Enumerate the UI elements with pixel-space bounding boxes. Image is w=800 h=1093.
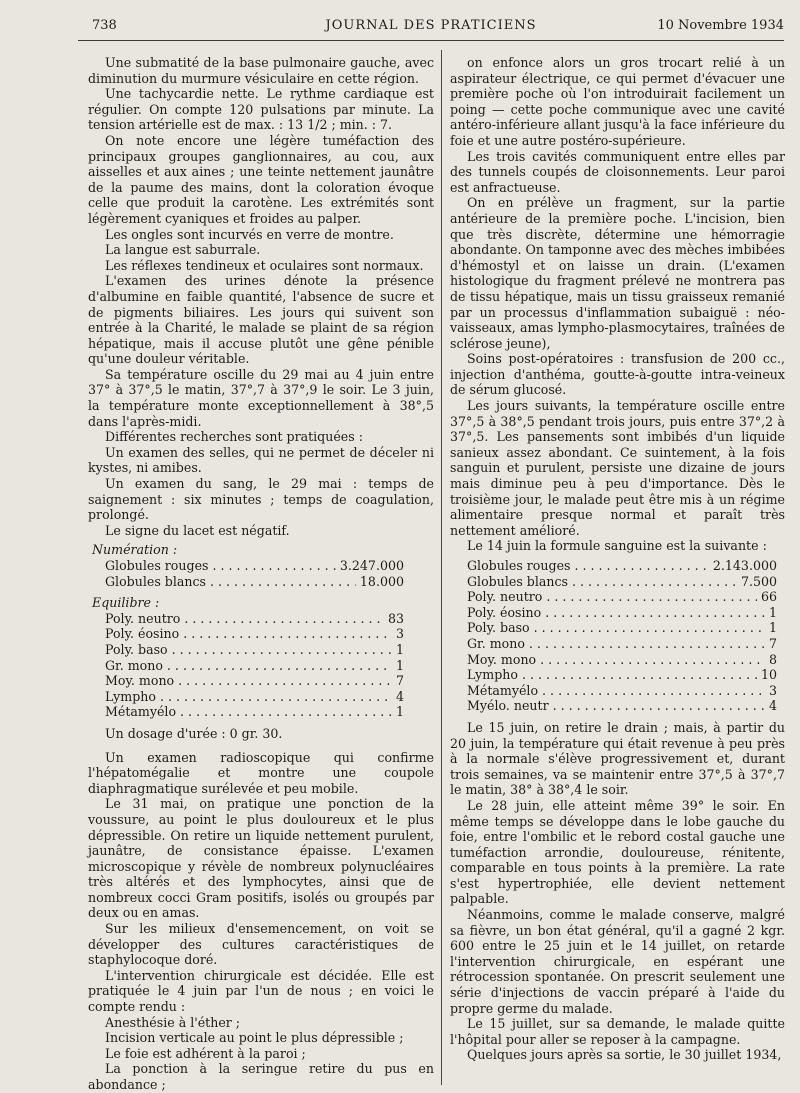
formule-table [450,558,785,714]
table-row [450,667,785,683]
operation-list [88,1015,434,1093]
table-row [88,704,434,720]
paragraph: La langue est saburrale. [105,242,261,258]
equilibre-heading: Equilibre : [92,595,160,611]
row-label: Poly. éosino . . . [105,626,392,642]
table-row [88,689,434,705]
paragraph: Le foie est adhérent à la paroi ; [105,1045,306,1061]
row-label: Poly. neutro . . . [467,589,757,605]
row-value: 1 [768,604,777,620]
row-value: 3 [768,682,777,698]
journal-title: JOURNAL DES PRATICIENS [325,18,537,33]
row-value: 83 [387,610,404,626]
row-value: 3 [395,626,404,642]
row-value: 1 [395,641,404,657]
uree-line: Un dosage d'urée : 0 gr. 30. [105,725,283,741]
paragraph: L'examen des urines dénote la présence d'albumine en faible quantité, l'absence de sucre et de pigments biliaires. Les jours qui suivent son entrée à la Charité, le malade se plaint de sa région hépatique, mais il accuse plutôt une gêne pénible qu'une douleur véritable. [88,273,434,367]
numeration-table [88,542,434,589]
page-header [78,14,784,41]
row-label: Globules blancs . . . [467,574,737,590]
table-row [450,683,785,699]
row-label: Gr. mono . . . [467,636,765,652]
row-value: 66 [760,589,777,605]
row-label: Poly. neutro . . . [105,611,384,627]
paragraph: Un examen des selles, qui ne permet de déceler ni kystes, ni amibes. [88,444,434,476]
row-label: Poly. éosino . . . [467,605,765,621]
paragraph: Les réflexes tendineux et oculaires sont normaux. [105,257,424,273]
left-paragraphs-b [88,750,434,1015]
paragraph: Un examen radioscopique qui confirme l'hépatomégalie et montre une coupole diaphragmatique surélevée et peu mobile. [88,749,434,796]
left-column [88,55,434,1093]
paragraph: Les jours suivants, la température oscille entre 37°,5 à 38°,5 pendant trois jours, puis entre 37°,2 à 37°,5. Les pansements sont imbibés d'un liquide sanieux assez abondant. Ce suintement, à la fois sanguin et purulent, persiste une dizaine de jours mais diminue peu à peu d'importance. Dès le troisième jour, le malade peut être mis à un régime alimentaire presque normal et paraît très nettement amélioré. [450,398,785,538]
paragraph: Soins post-opératoires : transfusion de 200 cc., injection d'anthéma, goutte-à-goutte intra-veineux de sérum glucosé. [450,351,785,398]
table-row [450,652,785,668]
paragraph: On note encore une légère tuméfaction des principaux groupes ganglionnaires, au cou, aux aisselles et aux aines ; une teinte nettement jaunâtre de la paume des mains, dont la coloration évoque celle que produit la carotène. Les extrémités sont légèrement cyaniques et froides au palper. [88,132,434,226]
row-label: Moy. mono . . . [105,673,392,689]
paragraph: Différentes recherches sont pratiquées : [105,429,363,445]
table-row [450,589,785,605]
table-row [88,611,434,627]
table-row [450,605,785,621]
row-value: 1 [395,657,404,673]
issue-date: 10 Novembre 1934 [657,18,784,33]
paragraph: Les trois cavités communiquent entre elles par des tunnels coupés de cloisonnements. Leur paroi est anfractueuse. [450,148,785,195]
paragraph: Incision verticale au point le plus dépressible ; [105,1030,404,1046]
row-label: Poly. baso . . . [467,620,765,636]
row-label: Lympho . . . [105,689,392,705]
row-value: 8 [768,651,777,667]
equilibre-table [88,595,434,720]
table-row [88,558,434,574]
paragraph: Quelques jours après sa sortie, le 30 juillet 1934, [467,1047,782,1063]
numeration-heading: Numération : [92,542,178,558]
row-value: 1 [395,704,404,720]
paragraph: Les ongles sont incurvés en verre de montre. [105,226,394,242]
paragraph: Une tachycardie nette. Le rythme cardiaque est régulier. On compte 120 pulsations par minute. La tension artérielle est de max. : 13 1/2 ; min. : 7. [88,86,434,133]
left-paragraphs-a [88,55,434,538]
table-row [450,636,785,652]
table-row [450,558,785,574]
row-label: Poly. baso . . . [105,642,392,658]
table-row [450,574,785,590]
row-value: 7 [395,673,404,689]
row-label: Globules rouges . . . [105,558,336,574]
row-label: Gr. mono . . . [105,658,392,674]
paragraph: Le 14 juin la formule sanguine est la suivante : [467,538,767,554]
paragraph: Le signe du lacet est négatif. [105,522,290,538]
column-divider [441,50,442,1085]
paragraph: Anesthésie à l'éther ; [105,1014,241,1030]
row-label: Métamyélo . . . [467,683,765,699]
row-label: Myélo. neutr . . . [467,698,765,714]
row-label: Métamyélo . . . [105,704,392,720]
paragraph: Sa température oscille du 29 mai au 4 juin entre 37° à 37°,5 le matin, 37°,7 à 37°,9 le soir. Le 3 juin, la température monte exceptionnellement à 38°,5 dans l'après-midi. [88,366,434,429]
table-row [88,642,434,658]
paragraph: On en prélève un fragment, sur la partie antérieure de la première poche. L'incision, bien que très discrète, détermine une hémorragie abondante. On tamponne avec des mèches imbibées d'hémostyl et on laisse un drain. (L'examen histologique du fragment prélevé ne montrera pas de tissu hépatique, mais un tissu graisseux remanié par un processus d'inflammation subaiguë : néo-vaisseaux, amas lympho-plasmocytaires, traînées de sclérose jeune), [450,195,785,351]
table-row [450,698,785,714]
row-value: 7 [768,635,777,651]
paragraph: Le 15 juin, on retire le drain ; mais, à partir du 20 juin, la température qui était revenue à peu près à la normale s'élève progressivement et, durant trois semaines, va se maintenir entre 37°,5 à 37°,7 le matin, 38° à 38°,4 le soir. [450,719,785,798]
right-paragraphs-a [450,55,785,554]
right-paragraphs-b [450,720,785,1063]
table-row [450,620,785,636]
table-row [88,626,434,642]
paragraph: Une submatité de la base pulmonaire gauche, avec diminution du murmure vésiculaire en cette région. [88,55,434,86]
row-value: 18.000 [359,573,404,589]
paragraph: Néanmoins, comme le malade conserve, malgré sa fièvre, un bon état général, qu'il a gagné 2 kgr. 600 entre le 25 juin et le 14 juillet, on retarde l'intervention chirurgicale, en espérant une rétrocession spontanée. On prescrit seulement une série d'injections de vaccin préparé à l'aide du propre germe du malade. [450,907,785,1016]
row-label: Moy. mono . . . [467,652,765,668]
row-label: Globules blancs . . . [105,574,356,590]
row-value: 10 [760,667,777,683]
paragraph: Le 28 juin, elle atteint même 39° le soir. En même temps se développe dans le lobe gauche du foie, entre l'ombilic et le rebord costal gauche une tuméfaction arrondie, douloureuse, rénitente, comparable en tous points à la première. La rate s'est hypertrophiée, elle devient nettement palpable. [450,797,785,907]
right-column [450,55,785,1063]
table-row [88,658,434,674]
paragraph: L'intervention chirurgicale est décidée. Elle est pratiquée le 4 juin par l'un de nous ; en voici le compte rendu : [88,967,434,1015]
row-value: 1 [768,620,777,636]
table-row [88,574,434,590]
row-label: Lympho . . . [467,667,757,683]
row-value: 2.143.000 [712,558,777,573]
row-value: 4 [395,688,404,704]
row-label: Globules rouges . . . [467,558,709,574]
paragraph: Un examen du sang, le 29 mai : temps de saignement : six minutes ; temps de coagulation, prolongé. [88,476,434,523]
row-value: 7.500 [740,573,777,589]
row-value: 3.247.000 [339,558,404,573]
paragraph: La ponction à la seringue retire du pus en abondance ; [88,1061,434,1092]
paragraph: Le 15 juillet, sur sa demande, le malade quitte l'hôpital pour aller se reposer à la campagne. [450,1016,785,1047]
row-value: 4 [768,698,777,714]
paragraph: on enfonce alors un gros trocart relié à un aspirateur électrique, ce qui permet d'évacuer une première poche où l'on introduirait facilement un poing — cette poche communique avec une cavité antéro-inférieure allant jusqu'à la face inférieure du foie et une autre postéro-supérieure. [450,55,785,148]
paragraph: Sur les milieux d'ensemencement, on voit se développer des cultures caractéristiques de staphylocoque doré. [88,921,434,968]
table-row [88,673,434,689]
paragraph: Le 31 mai, on pratique une ponction de la voussure, au point le plus douloureux et le plus dépressible. On retire un liquide nettement purulent, jaunâtre, de consistance épaisse. L'examen microscopique y révèle de nombreux polynucléaires très altérés et des lymphocytes, ainsi que de nombreux cocci Gram positifs, isolés ou groupés par deux ou en amas. [88,796,434,921]
page-number: 738 [92,18,117,33]
